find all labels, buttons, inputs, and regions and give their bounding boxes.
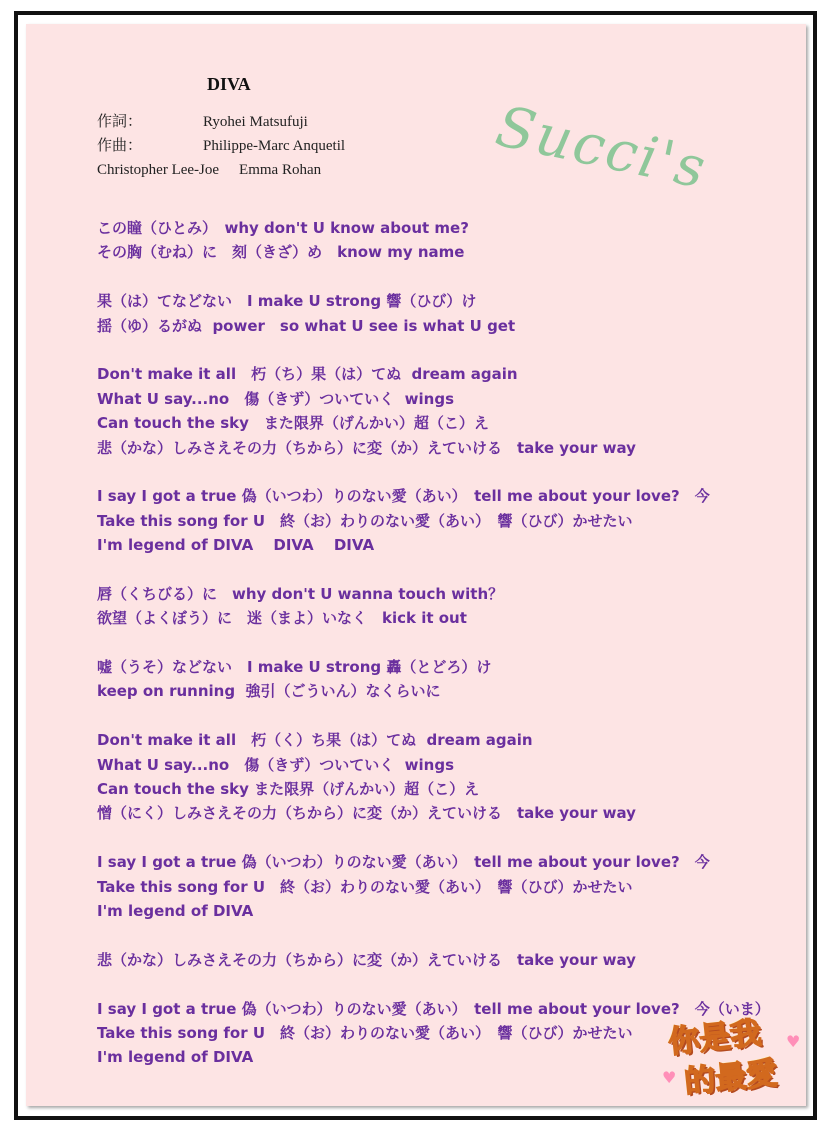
lyric-line: I say I got a true 偽（いつわ）りのない愛（あい） tell me about your love? 今（いま） [97,999,770,1018]
lyric-line: Take this song for U 終（お）わりのない愛（あい） 響（ひび）かせたい [97,1023,633,1042]
lyric-line: What U say...no 傷（きず）ついていく wings [97,755,454,774]
lyric-line: 憎（にく）しみさえその力（ちから）に変（か）えていける take your way [97,804,636,823]
stanza-gap [97,972,787,996]
lyric-line: Don't make it all 朽（ち）果（は）てぬ dream again [97,365,518,384]
lyric-line: What U say...no 傷（きず）ついていく wings [97,389,454,408]
stanza-gap [97,557,787,581]
lyric-line: I'm legend of DIVA [97,901,254,920]
stanza-gap [97,923,787,947]
stanza-gap [97,704,787,728]
lyric-line: 揺（ゆ）るがぬ power so what U see is what U get [97,316,516,335]
logo-text-line-1: 你是我 [666,1015,763,1061]
logo-text-line-2: 的最愛 [682,1055,779,1101]
song-title: DIVA [207,74,251,94]
page-frame [14,11,817,1120]
composer-row-2 [97,158,345,182]
lyric-line: 嘘（うそ）などない I make U strong 轟（とどろ）け [97,658,492,677]
logo-sticker [660,1010,801,1101]
lyrics-body [97,216,787,1070]
heart-icon: ♥ [786,1032,801,1051]
stanza-gap [97,460,787,484]
lyric-line: I say I got a true 偽（いつわ）りのない愛（あい） tell me about your love? 今 [97,487,710,506]
lyric-line: Can touch the sky また限界（げんかい）超（こ）え [97,414,489,433]
composer-name: Philippe-Marc Anquetil [203,138,346,154]
lyric-line: keep on running 強引（ごういん）なくらいに [97,682,441,701]
stanza-gap [97,265,787,289]
lyric-line: I'm legend of DIVA [97,1048,254,1067]
credits [97,110,345,182]
lyric-line: 唇（くちびる）に why don't U wanna touch with？ [97,584,504,603]
lyric-line: その胸（むね）に 刻（きざ）め know my name [97,243,465,262]
lyric-line: Take this song for U 終（お）わりのない愛（あい） 響（ひび）かせたい [97,511,633,530]
lyric-line: Can touch the sky また限界（げんかい）超（こ）え [97,779,480,798]
composer-name-3: Emma Rohan [239,162,322,178]
lyric-line: I'm legend of DIVA DIVA DIVA [97,536,375,555]
heart-icon: ♥ [662,1068,677,1087]
composer-name-2: Christopher Lee-Joe [97,162,220,178]
lyric-line: 悲（かな）しみさえその力（ちから）に変（か）えていける take your way [97,950,636,969]
lyric-line: I say I got a true 偽（いつわ）りのない愛（あい） tell me about your love? 今 [97,853,710,872]
lyricist-name: Ryohei Matsufuji [203,114,308,130]
lyric-line: 悲（かな）しみさえその力（ちから）に変（か）えていける take your way [97,438,636,457]
composer-label: 作曲： [97,138,143,154]
lyrics-sheet [26,24,806,1106]
succis-watermark: Succi's [490,94,713,202]
lyricist-row [97,110,345,134]
lyricist-label: 作詞： [97,114,143,130]
stanza-gap [97,338,787,362]
stanza-gap [97,631,787,655]
lyric-line: Take this song for U 終（お）わりのない愛（あい） 響（ひび）かせたい [97,877,633,896]
lyric-line: この瞳（ひとみ） why don't U know about me? [97,219,469,237]
lyric-line: Don't make it all 朽（く）ち果（は）てぬ dream again [97,731,533,750]
stanza-gap [97,826,787,850]
lyric-line: 欲望（よくぼう）に 迷（まよ）いなく kick it out [97,609,467,628]
composer-row [97,134,345,158]
lyric-line: 果（は）てなどない I make U strong 響（ひび）け [97,292,477,311]
